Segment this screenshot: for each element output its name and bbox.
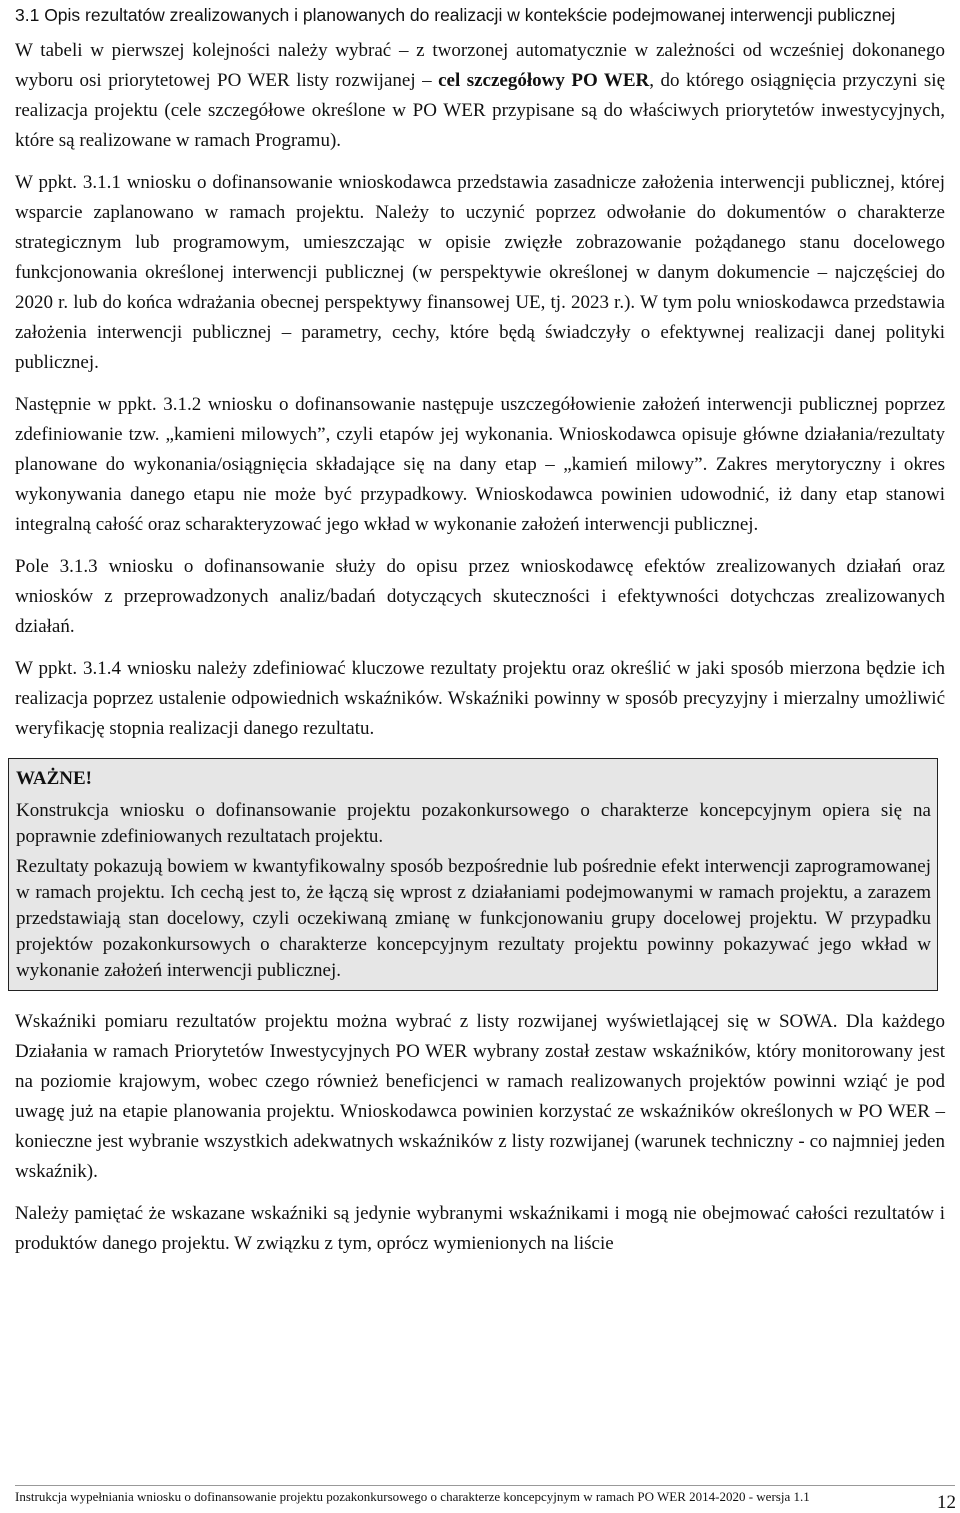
paragraph-remember: Należy pamiętać że wskazane wskaźniki są jedynie wybranymi wskaźnikami i mogą nie obejmować całości rezultatów i produktów danego projektu. W związku z tym, oprócz wymienionych na liście [15,1203,945,1254]
note-text-2: Rezultaty pokazują bowiem w kwantyfikowalny sposób bezpośrednie lub pośrednie efekt interwencji zaprogramowanej w ramach projektu. Ich cechą jest to, że łączą się wprost z działaniami podejmowanymi w ramach projektu, a zarazem przedstawiają stan docelowy, czyli oczekiwaną zmianę w funkcjonowaniu grupy docelowej projektu. W przypadku projektów pozakonkursowych o charakterze koncepcyjnym rezultaty projektu powinny pokazywać jego wkład w wykonanie założeń interwencji publicznej. [16,856,931,981]
footer-divider [15,1485,955,1486]
page-footer [15,1489,945,1505]
note-title: WAŻNE! [16,768,93,789]
footer-text: Instrukcja wypełniania wniosku o dofinansowanie projektu pozakonkursowego o charakterze koncepcyjnym w ramach PO WER 2014-2020 - wersja 1.1 [15,1489,810,1504]
paragraph-indicators: Wskaźniki pomiaru rezultatów projektu można wybrać z listy rozwijanej wyświetlającej się w SOWA. Dla każdego Działania w ramach Priorytetów Inwestycyjnych PO WER wybrany został zestaw wskaźników, który monitorowany jest na poziomie krajowym, wobec czego również beneficjenci w ramach realizowanych projektów powinni wziąć je pod uwagę już na etapie planowania projektu. Wnioskodawca powinien korzystać ze wskaźników określonych w PO WER – konieczne jest wybranie wszystkich adekwatnych wskaźników z listy rozwijanej (warunek techniczny - co najmniej jeden wskaźnik). [15,1011,945,1182]
paragraph-3-1-1: W ppkt. 3.1.1 wniosku o dofinansowanie wnioskodawca przedstawia zasadnicze założenia interwencji publicznej, której wsparcie zaplanowano w ramach projektu. Należy to uczynić poprzez odwołanie do dokumentów o charakterze strategicznym lub programowym, umieszczając w opisie zwięzłe zobrazowanie pożądanego stanu docelowego funkcjonowania określonej interwencji publicznej (w perspektywie określonej w danym dokumencie – najczęściej do 2020 r. lub do końca wdrażania obecnej perspektywy finansowej UE, tj. 2023 r.). W tym polu wnioskodawca przedstawia założenia interwencji publicznej – parametry, cechy, które będą świadczyły o efektywnej realizacji danej polityki publicznej. [15,172,945,373]
intro-paragraph [15,36,945,156]
page-number: 12 [937,1492,956,1513]
document-page [15,0,945,1259]
section-heading: 3.1 Opis rezultatów zrealizowanych i planowanych do realizacji w kontekście podejmowanej interwencji publicznej [15,5,896,25]
note-text-1: Konstrukcja wniosku o dofinansowanie projektu pozakonkursowego o charakterze koncepcyjnym opiera się na poprawnie zdefiniowanych rezultatach projektu. [16,800,931,847]
intro-text-start: W tabeli w pierwszej kolejności należy wybrać – z tworzonej automatycznie w zależności od wcześniej dokonanego wyboru osi priorytetowej PO WER listy rozwijanej – [15,40,945,91]
paragraph-3-1-2: Następnie w ppkt. 3.1.2 wniosku o dofinansowanie następuje uszczegółowienie założeń interwencji publicznej poprzez zdefiniowanie tzw. „kamieni milowych”, czyli etapów jej wykonania. Wnioskodawca opisuje główne działania/rezultaty planowane do wykonania/osiągnięcia składające się na dany etap – „kamień milowy”. Zakres merytoryczny i okres wykonywania danego etapu nie może być przypadkowy. Wnioskodawca powinien udowodnić, iż dany etap stanowi integralną całość oraz scharakteryzować jego wkład w wykonanie założeń interwencji publicznej. [15,394,945,535]
paragraph-3-1-3: Pole 3.1.3 wniosku o dofinansowanie służy do opisu przez wnioskodawcę efektów zrealizowanych działań oraz wniosków z przeprowadzonych analiz/badań dotyczących skuteczności i efektywności dotychczas zrealizowanych działań. [15,556,945,637]
intro-text-end: , do którego osiągnięcia przyczyni się realizacja projektu (cele szczegółowe określone w PO WER przypisane są do właściwych priorytetów inwestycyjnych, które są realizowane w ramach Programu). [15,70,946,151]
important-note-box [8,758,938,991]
intro-bold-term: cel szczegółowy PO WER [438,70,650,91]
paragraph-3-1-4: W ppkt. 3.1.4 wniosku należy zdefiniować kluczowe rezultaty projektu oraz określić w jaki sposób mierzona będzie ich realizacja poprzez ustalenie odpowiednich wskaźników. Wskaźniki powinny w sposób precyzyjny i mierzalny umożliwić weryfikację stopnia realizacji danego rezultatu. [15,658,945,739]
